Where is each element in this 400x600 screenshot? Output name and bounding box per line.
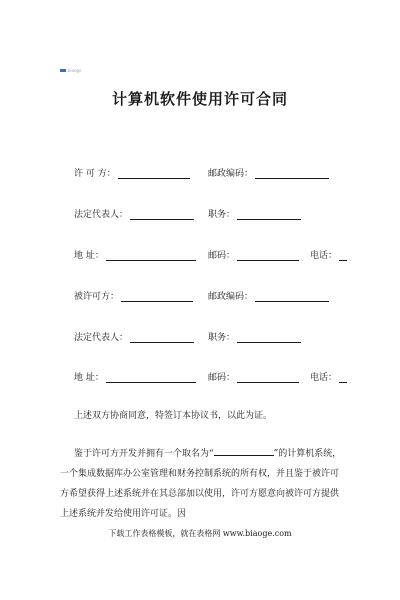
licensor-field — [74, 166, 190, 179]
phone-line-2[interactable] — [339, 374, 347, 383]
phone-field-2 — [310, 370, 347, 383]
phone-line[interactable] — [339, 252, 347, 261]
logo-mark-icon — [60, 69, 66, 72]
address-field-2 — [74, 370, 196, 383]
address-label-2: 地 址： — [74, 373, 104, 383]
body-text-1: 鉴于许可方开发并拥有一个取名为“ — [74, 449, 214, 459]
postcode-field — [208, 166, 329, 179]
position-field-2 — [208, 330, 301, 343]
position-line[interactable] — [237, 211, 301, 220]
document-title: 计算机软件使用许可合同 — [111, 90, 288, 108]
phone-label: 电话： — [310, 251, 338, 261]
zip-line-2[interactable] — [237, 374, 299, 383]
body-text-2: ”的计算机系统，一个集成数据库办公室管理和财务控制系统的所有权，并且鉴于被许可方希望获得上述系统并在其总部加以使用，许可方愿意向被许可方提供上述系统并发给使用许可证。因 — [60, 449, 342, 519]
legal-rep-field-2 — [74, 330, 194, 343]
licensee-field — [74, 289, 193, 302]
licensor-label: 许 可 方： — [74, 169, 116, 179]
address-field — [74, 248, 196, 261]
postcode-line[interactable] — [255, 170, 329, 179]
body-paragraph — [60, 444, 344, 524]
zip-label-2: 邮码： — [208, 373, 236, 383]
postcode-label-2: 邮政编码： — [208, 292, 254, 302]
position-label-2: 职务： — [208, 333, 236, 343]
zip-field — [208, 248, 299, 261]
legal-rep-label-2: 法定代表人： — [74, 333, 129, 343]
logo-text: biaoge — [68, 68, 82, 73]
legal-rep-line[interactable] — [130, 211, 194, 220]
zip-field-2 — [208, 370, 299, 383]
phone-label-2: 电话： — [310, 373, 338, 383]
position-line-2[interactable] — [237, 334, 301, 343]
licensee-line[interactable] — [121, 293, 193, 302]
legal-rep-label: 法定代表人： — [74, 210, 129, 220]
address-label: 地 址： — [74, 251, 104, 261]
licensor-line[interactable] — [118, 170, 190, 179]
position-field — [208, 207, 301, 220]
postcode-field-2 — [208, 289, 329, 302]
legal-rep-field — [74, 207, 194, 220]
phone-field — [310, 248, 347, 261]
postcode-line-2[interactable] — [255, 293, 329, 302]
licensee-label: 被许可方： — [74, 292, 120, 302]
system-name-blank[interactable] — [214, 447, 274, 456]
position-label: 职务： — [208, 210, 236, 220]
legal-rep-line-2[interactable] — [130, 334, 194, 343]
postcode-label: 邮政编码： — [208, 169, 254, 179]
zip-line[interactable] — [237, 252, 299, 261]
statement — [74, 408, 272, 421]
address-line[interactable] — [106, 252, 196, 261]
address-line-2[interactable] — [106, 374, 196, 383]
statement-text: 上述双方协商同意，特签订本协议书，以此为证。 — [74, 411, 273, 421]
footer-text: 下载工作表格模板，就在表格网 www.biaoge.com — [108, 529, 292, 538]
zip-label: 邮码： — [208, 251, 236, 261]
logo — [60, 68, 82, 73]
